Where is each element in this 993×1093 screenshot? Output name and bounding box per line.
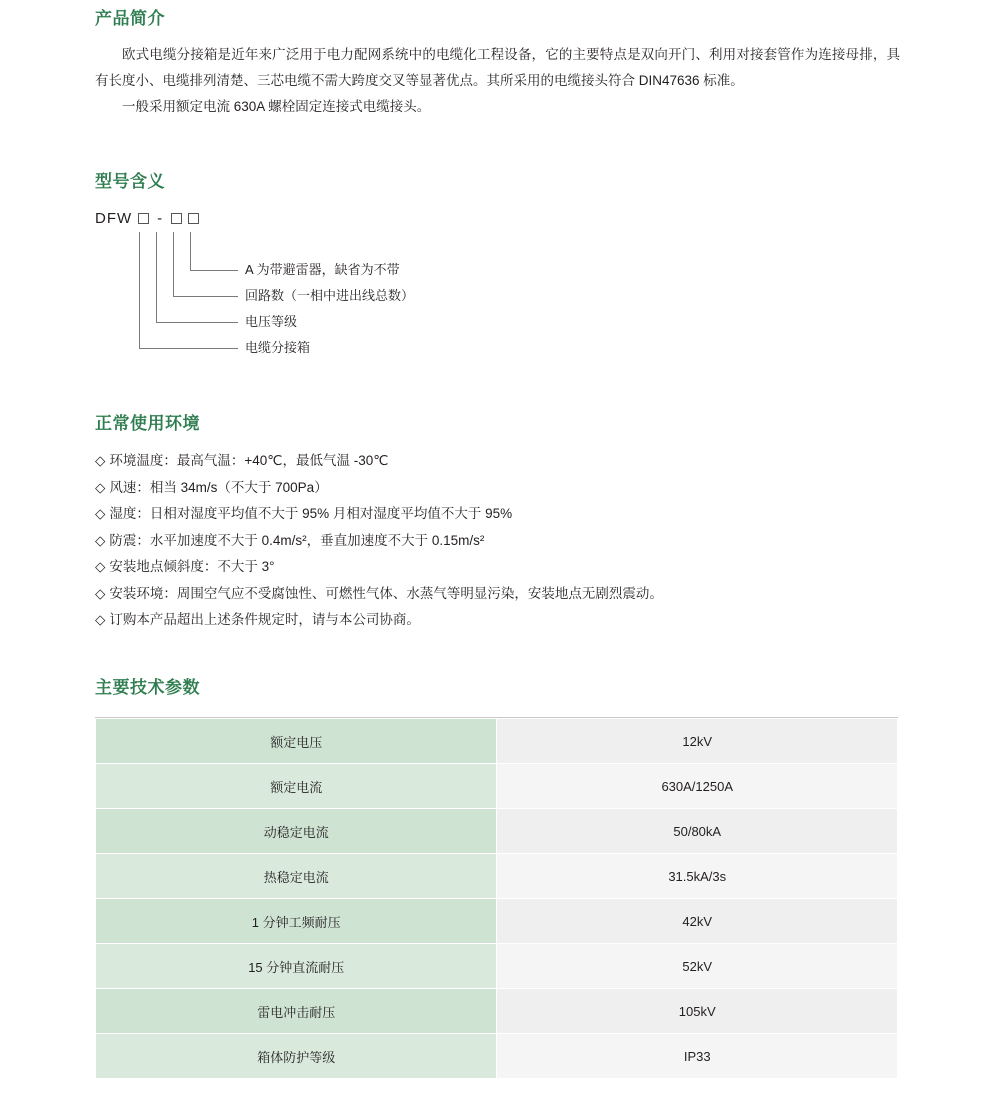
model-code-box-3 [188, 213, 199, 224]
table-row [96, 1034, 898, 1079]
diamond-bullet-icon: ◇ [95, 585, 106, 601]
table-cell-value: 12kV [497, 719, 898, 764]
table-row [96, 854, 898, 899]
table-row [96, 719, 898, 764]
diamond-bullet-icon: ◇ [95, 559, 106, 574]
table-cell-name: 热稳定电流 [96, 854, 497, 899]
list-item-label: 防震：水平加速度不大于 0.4m/s²，垂直加速度不大于 0.15m/s² [109, 532, 485, 548]
diamond-bullet-icon: ◇ [95, 479, 106, 495]
section-title-model: 型号含义 [95, 172, 165, 191]
list-item-label: 安装环境：周围空气应不受腐蚀性、可燃性气体、水蒸气等明显污染，安装地点无剧烈震动。 [109, 585, 663, 601]
table-row [96, 944, 898, 989]
section-title-parameters: 主要技术参数 [95, 678, 200, 697]
list-item [95, 501, 905, 528]
list-item-label: 湿度：日相对湿度平均值不大于 95% 月相对湿度平均值不大于 95% [109, 506, 513, 521]
table-row [96, 899, 898, 944]
leader-line-v-2 [173, 232, 174, 296]
environment-list [95, 448, 905, 634]
diamond-bullet-icon: ◇ [95, 612, 106, 627]
model-legend-4: 电缆分接箱 [245, 340, 311, 355]
leader-line-h-3 [156, 322, 238, 323]
intro-paragraph-2: 一般采用额定电流 630A 螺栓固定连接式电缆接头。 [122, 99, 431, 114]
intro-paragraph-1: 欧式电缆分接箱是近年来广泛用于电力配网系统中的电缆化工程设备，它的主要特点是双向开门、利用对接套管作为连接母排，具有长度小、电缆排列清楚、三芯电缆不需大跨度交叉等显著优点。其所采用的电缆接头符合 DIN47636 标准。 [95, 47, 900, 88]
table-cell-name: 额定电流 [96, 764, 497, 809]
list-item [95, 448, 905, 475]
table-cell-value: 52kV [497, 944, 898, 989]
model-legend-2: 回路数（一相中进出线总数） [245, 288, 415, 303]
list-item-label: 订购本产品超出上述条件规定时，请与本公司协商。 [109, 612, 420, 627]
list-item-label: 安装地点倾斜度：不大于 3° [109, 559, 275, 574]
model-code-dash: - [157, 210, 164, 227]
list-item [95, 528, 905, 555]
leader-line-h-1 [190, 270, 238, 271]
diamond-bullet-icon: ◇ [95, 453, 106, 468]
table-cell-name: 雷电冲击耐压 [96, 989, 497, 1034]
intro-paragraphs [95, 42, 900, 120]
list-item-label: 环境温度：最高气温：+40℃，最低气温 -30℃ [109, 453, 389, 468]
table-cell-value: 105kV [497, 989, 898, 1034]
section-title-intro: 产品简介 [95, 9, 165, 28]
list-item [95, 607, 905, 634]
table-cell-value: 50/80kA [497, 809, 898, 854]
table-cell-name: 箱体防护等级 [96, 1034, 497, 1079]
list-item [95, 581, 905, 608]
table-row [96, 989, 898, 1034]
diamond-bullet-icon: ◇ [95, 506, 106, 521]
table-cell-name: 动稳定电流 [96, 809, 497, 854]
section-title-environment: 正常使用环境 [95, 414, 200, 433]
model-code-prefix: DFW [95, 210, 133, 227]
leader-line-v-3 [156, 232, 157, 322]
list-item [95, 475, 905, 502]
diamond-bullet-icon: ◇ [95, 532, 106, 548]
table-cell-value: IP33 [497, 1034, 898, 1079]
leader-line-h-2 [173, 296, 238, 297]
leader-line-h-4 [139, 348, 238, 349]
model-legend-3: 电压等级 [245, 314, 298, 329]
table-cell-name: 额定电压 [96, 719, 497, 764]
model-legend-1: A 为带避雷器，缺省为不带 [245, 262, 400, 277]
model-code-box-2 [171, 213, 182, 224]
list-item-label: 风速：相当 34m/s（不大于 700Pa） [109, 479, 328, 495]
table-cell-value: 630A/1250A [497, 764, 898, 809]
technical-parameters-table [95, 718, 898, 1079]
model-code [95, 210, 199, 227]
table-row [96, 764, 898, 809]
table-row [96, 809, 898, 854]
table-cell-value: 31.5kA/3s [497, 854, 898, 899]
model-code-box-1 [138, 213, 149, 224]
table-cell-value: 42kV [497, 899, 898, 944]
leader-line-v-1 [190, 232, 191, 270]
table-cell-name: 15 分钟直流耐压 [96, 944, 497, 989]
list-item [95, 554, 905, 581]
model-designation-diagram [95, 210, 815, 370]
table-cell-name: 1 分钟工频耐压 [96, 899, 497, 944]
leader-line-v-4 [139, 232, 140, 348]
